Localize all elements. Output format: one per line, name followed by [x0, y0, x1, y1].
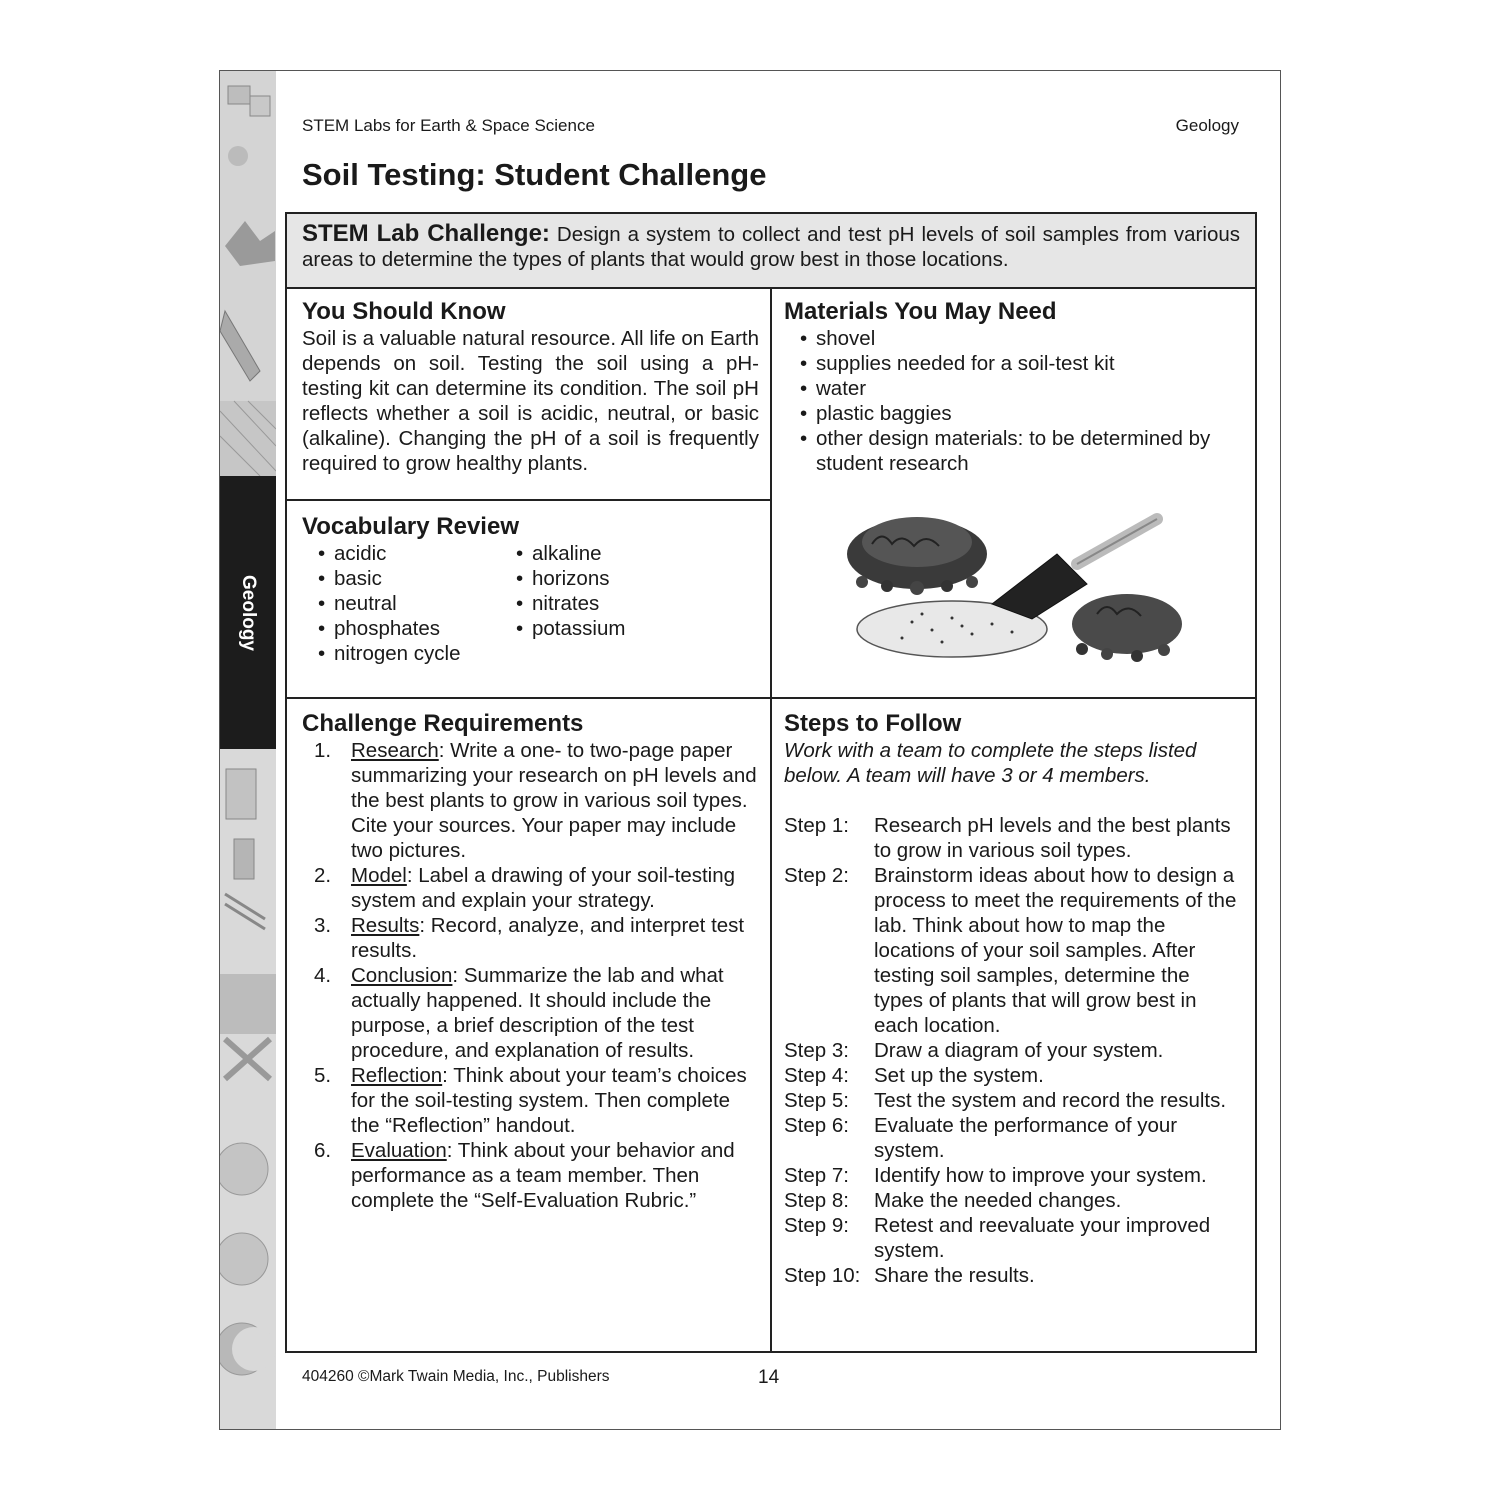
materials-list	[798, 326, 1244, 476]
item-text: : Label a drawing of your soil-testing system and explain your strategy.	[351, 864, 736, 912]
step-text: Draw a diagram of your system.	[874, 1039, 1164, 1062]
you-should-know-heading: You Should Know	[302, 298, 506, 325]
list-item: • nitrates	[514, 591, 712, 616]
step-row	[784, 813, 1244, 863]
step-label: Step 5:	[784, 1089, 849, 1112]
vocabulary-list-2	[514, 541, 712, 666]
list-item: • other design materials: to be determined by student research	[798, 426, 1244, 476]
vocabulary-list-1	[316, 541, 514, 666]
list-item: • plastic baggies	[798, 401, 1244, 426]
step-row	[784, 1188, 1244, 1213]
step-row	[784, 1038, 1244, 1063]
step-text: Share the results.	[874, 1264, 1035, 1287]
step-row	[784, 1163, 1244, 1188]
list-item: • basic	[316, 566, 514, 591]
steps-intro: Work with a team to complete the steps listed below. A team will have 3 or 4 members.	[784, 739, 1197, 787]
item-text: : Write a one- to two-page paper summarizing your research on pH levels and the best plants to grow in various soil types. Cite your sources. Your paper may include two pictures.	[351, 739, 757, 862]
list-item	[302, 913, 759, 963]
worksheet-page	[219, 70, 1281, 1430]
step-label: Step 9:	[784, 1214, 849, 1237]
section-tab	[220, 476, 276, 749]
item-number: 3.	[314, 914, 332, 937]
steps-section	[784, 710, 1244, 1288]
publisher-credit: 404260 ©Mark Twain Media, Inc., Publishers	[302, 1368, 610, 1385]
page-number: 14	[758, 1367, 780, 1388]
vocabulary-columns	[316, 541, 759, 666]
step-text: Set up the system.	[874, 1064, 1044, 1087]
list-item: • horizons	[514, 566, 712, 591]
item-term: Reflection	[351, 1064, 443, 1087]
item-number: 2.	[314, 864, 332, 887]
section-tab-label: Geology	[238, 574, 259, 651]
step-text: Brainstorm ideas about how to design a process to meet the requirements of the lab. Think about how to map the locations of your soil samples. After testing soil samples, determine the types of plants that will grow best in each location.	[874, 864, 1237, 1037]
series-title: STEM Labs for Earth & Space Science	[302, 116, 595, 135]
step-text: Retest and reevaluate your improved system.	[874, 1214, 1211, 1262]
soil-pile-small-icon	[1072, 594, 1182, 662]
list-item: • phosphates	[316, 616, 514, 641]
step-row	[784, 1088, 1244, 1113]
row-divider-2	[287, 697, 1255, 699]
item-number: 5.	[314, 1064, 332, 1087]
list-item	[302, 1138, 759, 1213]
step-text: Make the needed changes.	[874, 1189, 1122, 1212]
list-item: • nitrogen cycle	[316, 641, 514, 666]
step-text: Evaluate the performance of your system.	[874, 1114, 1178, 1162]
item-text: : Record, analyze, and interpret test results.	[351, 914, 745, 962]
materials-section	[784, 298, 1244, 476]
challenge-banner	[287, 214, 1255, 289]
step-text: Test the system and record the results.	[874, 1089, 1227, 1112]
item-number: 1.	[314, 739, 332, 762]
page-title: Soil Testing: Student Challenge	[302, 157, 767, 192]
list-item	[302, 738, 759, 863]
item-term: Research	[351, 739, 439, 762]
list-item: • water	[798, 376, 1244, 401]
you-should-know-section	[302, 298, 759, 476]
side-decoration-strip	[220, 71, 276, 1429]
space-illustration-icon	[220, 749, 276, 1429]
item-term: Results	[351, 914, 420, 937]
list-item	[302, 863, 759, 913]
list-item: • neutral	[316, 591, 514, 616]
list-item: • supplies needed for a soil-test kit	[798, 351, 1244, 376]
list-item	[302, 963, 759, 1063]
step-label: Step 8:	[784, 1189, 849, 1212]
materials-heading: Materials You May Need	[784, 298, 1057, 325]
list-item	[302, 1063, 759, 1138]
step-label: Step 1:	[784, 814, 849, 837]
soil-and-shovel-illustration	[842, 504, 1192, 674]
step-label: Step 3:	[784, 1039, 849, 1062]
item-text: : Summarize the lab and what actually happened. It should include the purpose, a brief description of the test procedure, and explanation of results.	[351, 964, 724, 1062]
step-label: Step 4:	[784, 1064, 849, 1087]
step-text: Identify how to improve your system.	[874, 1164, 1207, 1187]
step-label: Step 10:	[784, 1264, 861, 1287]
item-text: : Think about your team’s choices for the soil-testing system. Then complete the “Reflection” handout.	[351, 1064, 747, 1137]
soil-pile-icon	[847, 517, 987, 595]
item-number: 6.	[314, 1139, 332, 1162]
column-divider	[770, 289, 772, 1351]
requirements-section	[302, 710, 759, 1213]
step-row	[784, 1113, 1244, 1163]
item-number: 4.	[314, 964, 332, 987]
list-item: • potassium	[514, 616, 712, 641]
you-should-know-text: Soil is a valuable natural resource. All life on Earth depends on soil. Testing the soil using a pH-testing kit can determine its condition. The soil pH reflects whether a soil is acidic, neutral, or basic (alkaline). Changing the pH of a soil is frequently required to grow healthy plants.	[302, 327, 759, 475]
row-divider-left-1	[287, 499, 770, 501]
section-name: Geology	[1175, 116, 1239, 135]
item-term: Model	[351, 864, 407, 887]
step-row	[784, 1063, 1244, 1088]
item-term: Evaluation	[351, 1139, 447, 1162]
list-item: • shovel	[798, 326, 1244, 351]
requirements-list	[302, 738, 759, 1213]
step-row	[784, 1213, 1244, 1263]
vocabulary-section	[302, 513, 759, 666]
geology-illustration-icon	[220, 71, 276, 476]
step-row	[784, 863, 1244, 1038]
challenge-grid	[285, 212, 1257, 1353]
list-item: • alkaline	[514, 541, 712, 566]
item-text: : Think about your behavior and performance as a team member. Then complete the “Self-Evaluation Rubric.”	[351, 1139, 735, 1212]
step-text: Research pH levels and the best plants to grow in various soil types.	[874, 814, 1231, 862]
step-label: Step 7:	[784, 1164, 849, 1187]
list-item: • acidic	[316, 541, 514, 566]
step-row	[784, 1263, 1244, 1288]
step-label: Step 2:	[784, 864, 849, 887]
steps-heading: Steps to Follow	[784, 710, 962, 737]
requirements-heading: Challenge Requirements	[302, 710, 584, 737]
challenge-text: Design a system to collect and test pH levels of soil samples from various areas to determine the types of plants that would grow best in those locations.	[302, 223, 1240, 271]
item-term: Conclusion	[351, 964, 453, 987]
challenge-label: STEM Lab Challenge:	[302, 220, 550, 247]
vocabulary-heading: Vocabulary Review	[302, 513, 519, 540]
step-label: Step 6:	[784, 1114, 849, 1137]
